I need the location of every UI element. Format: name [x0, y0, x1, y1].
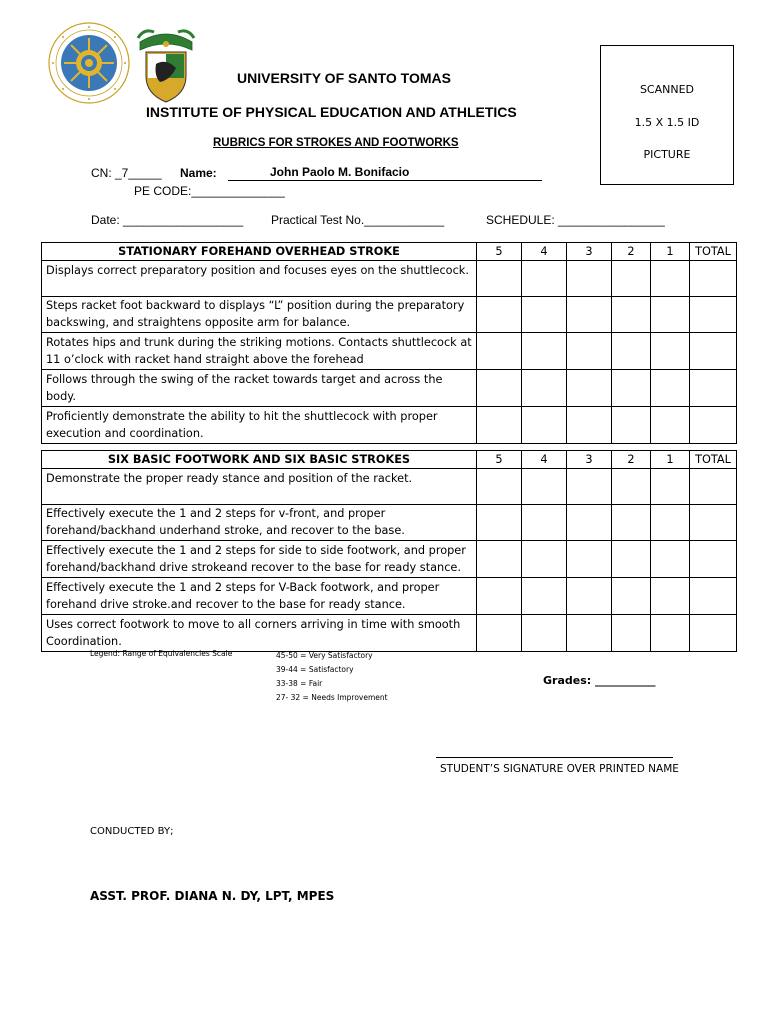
practical-test-field: Practical Test No.____________	[271, 213, 445, 227]
score-cell[interactable]	[567, 333, 612, 370]
score-cell[interactable]	[612, 578, 651, 615]
score-cell[interactable]	[522, 370, 567, 407]
table-row	[42, 541, 737, 578]
score-cell[interactable]	[522, 505, 567, 541]
criterion-text: Rotates hips and trunk during the striking motions. Contacts shuttlecock at 11 o’clock with racket hand straight above the forehead	[42, 333, 477, 370]
id-box-line3: PICTURE	[643, 148, 691, 161]
criterion-text: Displays correct preparatory position and focuses eyes on the shuttlecock.	[42, 261, 477, 297]
institute-title: INSTITUTE OF PHYSICAL EDUCATION AND ATHLETICS	[146, 104, 517, 120]
criterion-text: Effectively execute the 1 and 2 steps for V-Back footwork, and proper forehand drive stroke.and recover to the base for ready stance.	[42, 578, 477, 615]
grades-field: Grades: ___________	[543, 674, 656, 687]
score-cell[interactable]	[567, 407, 612, 444]
criterion-text: Follows through the swing of the racket towards target and across the body.	[42, 370, 477, 407]
total-cell[interactable]	[690, 297, 737, 333]
score-cell[interactable]	[522, 333, 567, 370]
score-cell[interactable]	[477, 407, 522, 444]
total-header: TOTAL	[690, 451, 737, 469]
table-row	[42, 333, 737, 370]
table-title: STATIONARY FOREHAND OVERHEAD STROKE	[42, 243, 477, 261]
criterion-text: Effectively execute the 1 and 2 steps for v-front, and proper forehand/backhand underhand stroke, and recover to the base.	[42, 505, 477, 541]
score-cell[interactable]	[567, 505, 612, 541]
score-header: 1	[651, 451, 690, 469]
table-row	[42, 261, 737, 297]
score-header: 2	[612, 243, 651, 261]
score-cell[interactable]	[612, 370, 651, 407]
total-cell[interactable]	[690, 578, 737, 615]
score-header: 4	[522, 451, 567, 469]
score-cell[interactable]	[567, 615, 612, 652]
score-cell[interactable]	[612, 261, 651, 297]
rubric-table-footwork	[41, 450, 737, 652]
score-cell[interactable]	[612, 541, 651, 578]
institute-crest-logo	[134, 24, 198, 104]
score-cell[interactable]	[567, 370, 612, 407]
score-cell[interactable]	[612, 297, 651, 333]
score-cell[interactable]	[477, 578, 522, 615]
legend-item: 39-44 = Satisfactory	[276, 665, 354, 674]
legend-item: 33-38 = Fair	[276, 679, 323, 688]
score-cell[interactable]	[651, 407, 690, 444]
table-row	[42, 578, 737, 615]
criterion-text: Uses correct footwork to move to all corners arriving in time with smooth Coordination.	[42, 615, 477, 652]
score-cell[interactable]	[522, 297, 567, 333]
id-box-line2: 1.5 X 1.5 ID	[634, 116, 700, 129]
criterion-text: Effectively execute the 1 and 2 steps for side to side footwork, and proper forehand/backhand drive strokeand recover to the base for ready stance.	[42, 541, 477, 578]
signature-label: STUDENT’S SIGNATURE OVER PRINTED NAME	[440, 763, 679, 775]
score-cell[interactable]	[651, 505, 690, 541]
criterion-text: Proficiently demonstrate the ability to hit the shuttlecock with proper execution and coordination.	[42, 407, 477, 444]
id-picture-box	[600, 45, 734, 185]
score-cell[interactable]	[651, 578, 690, 615]
score-cell[interactable]	[522, 615, 567, 652]
score-header: 1	[651, 243, 690, 261]
score-cell[interactable]	[477, 333, 522, 370]
score-cell[interactable]	[567, 578, 612, 615]
score-cell[interactable]	[651, 469, 690, 505]
score-header: 4	[522, 243, 567, 261]
instructor-name: ASST. PROF. DIANA N. DY, LPT, MPES	[90, 889, 335, 903]
rubric-table-overhead-stroke	[41, 242, 737, 444]
table-title: SIX BASIC FOOTWORK AND SIX BASIC STROKES	[42, 451, 477, 469]
name-value: John Paolo M. Bonifacio	[228, 165, 542, 181]
date-field: Date: __________________	[91, 213, 244, 227]
score-cell[interactable]	[477, 505, 522, 541]
score-cell[interactable]	[567, 297, 612, 333]
score-header: 2	[612, 451, 651, 469]
score-cell[interactable]	[651, 297, 690, 333]
score-cell[interactable]	[651, 261, 690, 297]
score-cell[interactable]	[522, 407, 567, 444]
score-cell[interactable]	[477, 541, 522, 578]
total-cell[interactable]	[690, 333, 737, 370]
score-cell[interactable]	[612, 505, 651, 541]
total-cell[interactable]	[690, 615, 737, 652]
signature-line	[436, 757, 673, 758]
score-cell[interactable]	[651, 541, 690, 578]
schedule-field: SCHEDULE: ________________	[486, 213, 665, 227]
name-label: Name:	[180, 166, 217, 180]
table-row	[42, 407, 737, 444]
total-cell[interactable]	[690, 541, 737, 578]
score-cell[interactable]	[522, 261, 567, 297]
score-cell[interactable]	[477, 297, 522, 333]
total-cell[interactable]	[690, 407, 737, 444]
total-cell[interactable]	[690, 261, 737, 297]
score-cell[interactable]	[651, 370, 690, 407]
score-cell[interactable]	[522, 578, 567, 615]
table-row	[42, 469, 737, 505]
legend-label: Legend: Range of Equivalencies Scale	[90, 649, 233, 658]
total-cell[interactable]	[690, 370, 737, 407]
score-cell[interactable]	[612, 615, 651, 652]
total-cell[interactable]	[690, 469, 737, 505]
table-row	[42, 615, 737, 652]
criterion-text: Steps racket foot backward to displays “L” position during the preparatory backswing, and straightens opposite arm for balance.	[42, 297, 477, 333]
legend-scale	[276, 649, 388, 705]
legend-item: 27- 32 = Needs Improvement	[276, 693, 388, 702]
score-cell[interactable]	[612, 469, 651, 505]
table-row	[42, 297, 737, 333]
total-header: TOTAL	[690, 243, 737, 261]
score-header: 3	[567, 451, 612, 469]
university-title: UNIVERSITY OF SANTO TOMAS	[237, 70, 451, 86]
ust-seal-logo	[48, 22, 130, 104]
score-cell[interactable]	[612, 407, 651, 444]
table-row	[42, 505, 737, 541]
criterion-text: Demonstrate the proper ready stance and position of the racket.	[42, 469, 477, 505]
score-cell[interactable]	[567, 469, 612, 505]
cn-field: CN: _7_____	[91, 166, 162, 180]
score-cell[interactable]	[567, 541, 612, 578]
score-header: 5	[477, 451, 522, 469]
score-cell[interactable]	[477, 261, 522, 297]
score-cell[interactable]	[477, 615, 522, 652]
legend-item: 45-50 = Very Satisfactory	[276, 651, 373, 660]
score-cell[interactable]	[477, 469, 522, 505]
table-row	[42, 370, 737, 407]
rubric-title: RUBRICS FOR STROKES AND FOOTWORKS	[213, 137, 459, 149]
score-cell[interactable]	[522, 469, 567, 505]
pe-code-field: PE CODE:______________	[134, 184, 285, 198]
score-cell[interactable]	[651, 615, 690, 652]
score-header: 3	[567, 243, 612, 261]
score-cell[interactable]	[522, 541, 567, 578]
table-header-row	[42, 451, 737, 469]
score-cell[interactable]	[567, 261, 612, 297]
total-cell[interactable]	[690, 505, 737, 541]
conducted-by-label: CONDUCTED BY;	[90, 826, 174, 837]
score-cell[interactable]	[612, 333, 651, 370]
table-header-row	[42, 243, 737, 261]
score-cell[interactable]	[477, 370, 522, 407]
score-header: 5	[477, 243, 522, 261]
score-cell[interactable]	[651, 333, 690, 370]
id-box-line1: SCANNED	[639, 83, 695, 96]
